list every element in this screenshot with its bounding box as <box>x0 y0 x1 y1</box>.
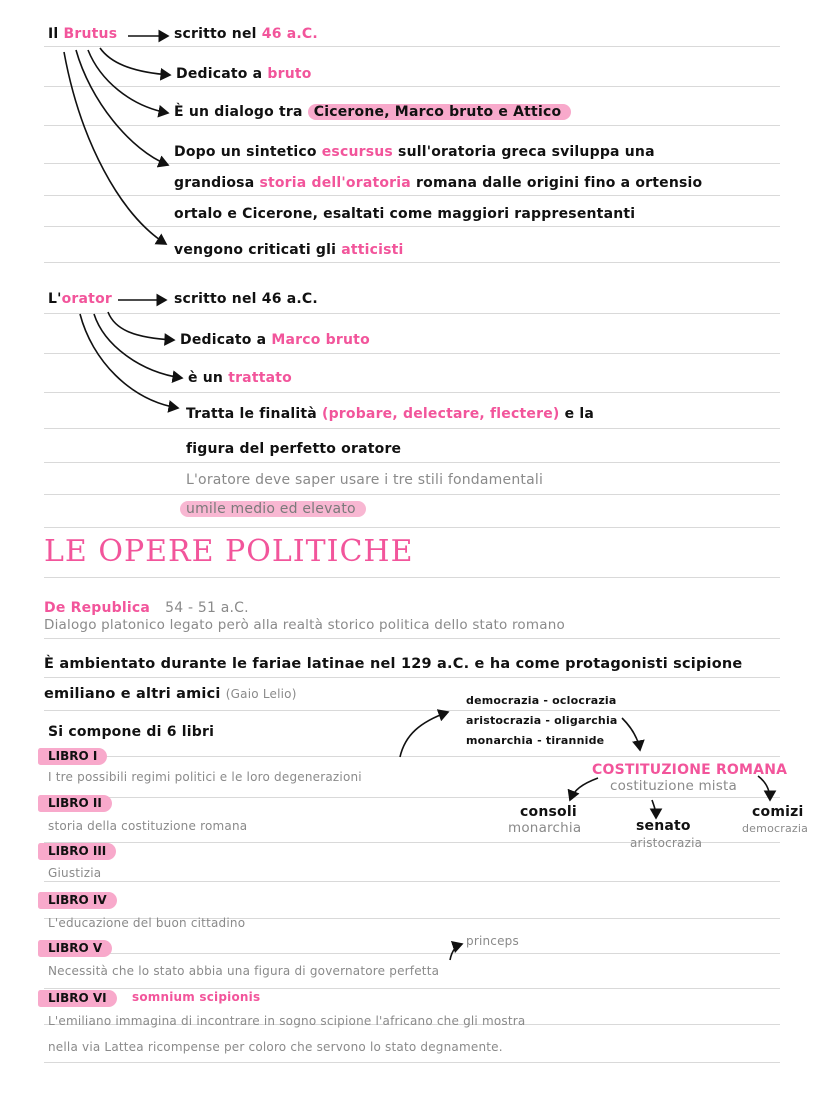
orator-prefix: L' <box>48 291 62 307</box>
orator-line4 <box>186 406 594 422</box>
brutus-line3 <box>174 104 571 120</box>
part-comizi-type: democrazia <box>742 822 809 835</box>
book-6-title: somnium scipionis <box>132 990 261 1004</box>
book-1-desc: I tre possibili regimi politici e le loro degenerazioni <box>48 770 362 784</box>
book-2-label: LIBRO II <box>38 795 112 812</box>
part-consoli-type: monarchia <box>508 820 582 836</box>
republica-subtitle: Dialogo platonico legato però alla realtà storico politica dello stato romano <box>44 617 565 633</box>
orator-line2 <box>180 332 370 348</box>
republica-compone: Si compone di 6 libri <box>48 724 215 740</box>
orator-line4-a: Tratta le finalità <box>186 406 317 422</box>
book-4-desc: L'educazione del buon cittadino <box>48 916 246 930</box>
brutus-line2-name: bruto <box>267 66 312 82</box>
orator-line7 <box>180 501 366 517</box>
orator-line2-text: Dedicato a <box>180 332 267 348</box>
republica-intro1: È ambientato durante le fariae latinae nel 129 a.C. e ha come protagonisti scipione <box>44 656 743 672</box>
regime-2: aristocrazia - oligarchia <box>466 714 618 727</box>
part-senato-name: senato <box>636 818 691 834</box>
republica-intro2-gray: (Gaio Lelio) <box>225 687 297 701</box>
costituzione-sub: costituzione mista <box>610 778 737 794</box>
brutus-line1-text: scritto nel <box>174 26 257 42</box>
book-1-label: LIBRO I <box>38 748 107 765</box>
brutus-line4 <box>174 144 655 160</box>
brutus-subject: Brutus <box>63 26 118 42</box>
princeps-note: princeps <box>466 934 519 948</box>
brutus-line1-year: 46 a.C. <box>261 26 318 42</box>
brutus-line2 <box>176 66 312 82</box>
book-6-label: LIBRO VI <box>38 990 117 1007</box>
book-3-label: LIBRO III <box>38 843 116 860</box>
brutus-line5-a: grandiosa <box>174 175 255 191</box>
orator-subject: orator <box>61 291 112 307</box>
brutus-line1 <box>174 26 318 42</box>
part-consoli-name: consoli <box>520 804 577 820</box>
brutus-line4-b: escursus <box>321 144 393 160</box>
brutus-subject-line <box>48 26 117 42</box>
brutus-line5 <box>174 175 702 191</box>
orator-line3-b: trattato <box>228 370 292 386</box>
book-6-desc2: nella via Lattea ricompense per coloro che servono lo stato degnamente. <box>48 1040 503 1054</box>
republica-intro2 <box>44 686 297 702</box>
brutus-line3-names: Cicerone, Marco bruto e Attico <box>308 104 572 120</box>
regime-1: democrazia - oclocrazia <box>466 694 617 707</box>
orator-line7-highlight: umile medio ed elevato <box>180 501 366 517</box>
orator-line2-name: Marco bruto <box>271 332 370 348</box>
republica-years: 54 - 51 a.C. <box>165 600 249 616</box>
brutus-line6: ortalo e Cicerone, esaltati come maggiori rappresentanti <box>174 206 636 222</box>
orator-line1: scritto nel 46 a.C. <box>174 291 318 307</box>
brutus-line5-c: romana dalle origini fino a ortensio <box>416 175 703 191</box>
republica-title: De Republica <box>44 600 151 616</box>
brutus-line5-b: storia dell'oratoria <box>259 175 411 191</box>
orator-line5: figura del perfetto oratore <box>186 441 402 457</box>
orator-line4-b: (probare, delectare, flectere) <box>321 406 560 422</box>
republica-heading <box>44 600 249 616</box>
book-5-label: LIBRO V <box>38 940 112 957</box>
book-3-desc: Giustizia <box>48 866 102 880</box>
part-comizi-name: comizi <box>752 804 804 820</box>
brutus-line3-text: È un dialogo tra <box>174 104 303 120</box>
costituzione-title: COSTITUZIONE ROMANA <box>592 762 788 778</box>
regime-3: monarchia - tirannide <box>466 734 605 747</box>
orator-line3 <box>188 370 292 386</box>
brutus-line4-c: sull'oratoria greca sviluppa una <box>398 144 655 160</box>
brutus-line7-a: vengono criticati gli <box>174 242 337 258</box>
orator-subject-line <box>48 291 112 307</box>
section-title: LE OPERE POLITICHE <box>44 534 414 569</box>
book-2-desc: storia della costituzione romana <box>48 819 248 833</box>
brutus-line7-b: atticisti <box>341 242 404 258</box>
orator-line4-c: e la <box>564 406 594 422</box>
brutus-line2-text: Dedicato a <box>176 66 263 82</box>
republica-intro2-text: emiliano e altri amici <box>44 686 221 702</box>
brutus-line7 <box>174 242 404 258</box>
brutus-line4-a: Dopo un sintetico <box>174 144 317 160</box>
orator-line3-text: è un <box>188 370 224 386</box>
brutus-prefix: Il <box>48 26 59 42</box>
book-4-label: LIBRO IV <box>38 892 117 909</box>
book-5-desc: Necessità che lo stato abbia una figura di governatore perfetta <box>48 964 440 978</box>
book-6-desc: L'emiliano immagina di incontrare in sogno scipione l'africano che gli mostra <box>48 1014 526 1028</box>
part-senato-type: aristocrazia <box>630 836 703 850</box>
orator-line6: L'oratore deve saper usare i tre stili fondamentali <box>186 472 544 488</box>
